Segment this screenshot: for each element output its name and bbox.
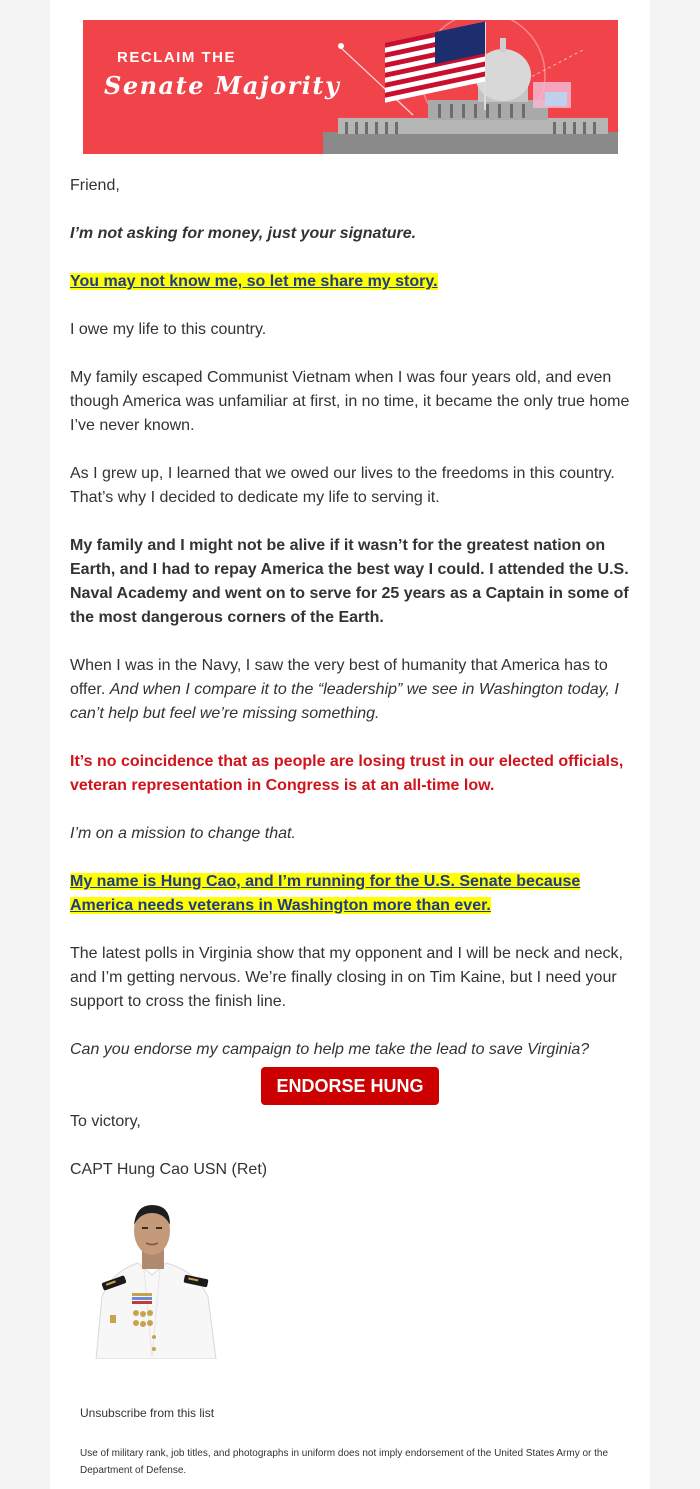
grew-paragraph: As I grew up, I learned that we owed our lives to the freedoms in this country. That’s why I decided to dedicate my life to serving it. <box>70 465 615 506</box>
signature: CAPT Hung Cao USN (Ret) <box>70 1161 268 1178</box>
polls-paragraph: The latest polls in Virginia show that my opponent and I will be neck and neck, and I’m getting nervous. We’re finally closing in on Tim Kaine, but I need your support to cross the finish line. <box>70 945 623 1010</box>
banner-title: Senate Majority <box>104 71 341 100</box>
mission-paragraph: I’m on a mission to change that. <box>70 825 296 842</box>
story-link[interactable]: You may not know me, so let me share my story. <box>70 273 438 290</box>
navy-plain-text: When I was in the Navy, I saw the very best of humanity that America has to offer. <box>70 657 608 698</box>
email-card <box>50 0 650 1489</box>
story-paragraph <box>70 270 635 294</box>
footer-disclaimer: Use of military rank, job titles, and photographs in uniform does not imply endorsement of the United States Army or the Department of Defense. <box>80 1448 609 1476</box>
owe-paragraph: I owe my life to this country. <box>70 321 267 338</box>
banner-kicker: RECLAIM THE <box>117 49 236 66</box>
red-alert-paragraph: It’s no coincidence that as people are losing trust in our elected officials, veteran representation in Congress is at an all-time low. <box>70 753 624 794</box>
family-paragraph: My family escaped Communist Vietnam when I was four years old, and even though America was unfamiliar at first, in no time, it became the only true home I’ve never known. <box>70 369 630 434</box>
navy-italic-text: And when I compare it to the “leadership” we see in Washington today, I can’t help but feel we’re missing something. <box>70 681 619 722</box>
name-paragraph <box>70 870 635 918</box>
navy-bold-paragraph: My family and I might not be alive if it wasn’t for the greatest nation on Earth, and I had to repay America the best way I could. I attended the U.S. Naval Academy and went on to serve for 25 years as a Captain in some of the most dangerous corners of the Earth. <box>70 537 629 626</box>
ask-paragraph: Can you endorse my campaign to help me take the lead to save Virginia? <box>70 1041 590 1058</box>
endorse-button[interactable]: ENDORSE HUNG <box>261 1067 439 1105</box>
greeting: Friend, <box>70 177 120 194</box>
header-banner <box>83 20 618 154</box>
signoff: To victory, <box>70 1113 141 1130</box>
navy-paragraph <box>70 654 635 726</box>
name-link[interactable]: My name is Hung Cao, and I’m running for the U.S. Senate because America needs veterans in Washington more than ever. <box>70 873 581 914</box>
candidate-photo <box>92 1197 222 1359</box>
unsubscribe-link[interactable]: Unsubscribe from this list <box>80 1406 215 1420</box>
lede: I’m not asking for money, just your signature. <box>70 225 417 242</box>
